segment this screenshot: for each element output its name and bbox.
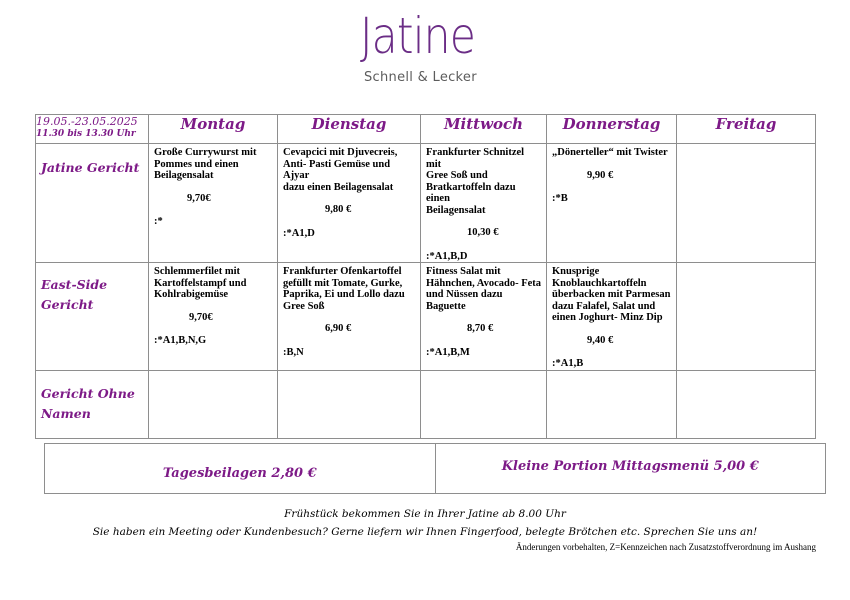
dish-price: 9,80 € (325, 204, 352, 215)
allergen-codes: :* (154, 216, 163, 227)
dish-price: 9,70€ (189, 311, 213, 323)
row-label: Jatine Gericht (41, 160, 140, 175)
allergen-codes: :B,N (283, 346, 304, 358)
menu-cell (278, 263, 421, 371)
menu-cell (421, 144, 547, 263)
day-header-thursday: Donnerstag (547, 115, 677, 144)
day-header-tuesday: Dienstag (278, 115, 421, 144)
menu-cell (149, 263, 278, 371)
logo-wordmark: Jatine (360, 7, 476, 65)
menu-cell-empty (278, 370, 421, 438)
menu-cell (421, 263, 547, 371)
dish-description: Knusprige Knoblauchkartoffeln überbacken mit Parmesan dazu Falafel, Salat und einen Joghurt- Minz Dip (552, 266, 671, 323)
menu-row-jatine-gericht (36, 144, 816, 263)
menu-cell (547, 144, 677, 263)
menu-cell-empty (677, 263, 816, 371)
row-label: East-Side Gericht (41, 277, 108, 312)
dish-price: 9,70€ (187, 192, 211, 204)
lunch-time-range: 11.30 bis 13.30 Uhr (36, 129, 136, 139)
side-dishes-price: Tagesbeilagen 2,80 € (45, 444, 436, 493)
row-label-cell (36, 370, 149, 438)
menu-row-east-side-gericht (36, 263, 816, 371)
menu-cell-empty (547, 370, 677, 438)
row-label-cell (36, 144, 149, 263)
legal-note: Änderungen vorbehalten, Z=Kennzeichen nach Zusatzstoffverordnung im Aushang (515, 542, 816, 552)
day-header-wednesday: Mittwoch (421, 115, 547, 144)
menu-row-gericht-ohne-namen (36, 370, 816, 438)
allergen-codes: :*B (552, 193, 568, 204)
dish-description: Frankfurter Schnitzel mit Gree Soß und Bratkartoffeln dazu einen Beilagensalat (426, 147, 525, 216)
dish-description: Fitness Salat mit Hähnchen, Avocado- Feta und Nüssen dazu Baguette (426, 266, 542, 312)
weekly-menu-table (35, 114, 816, 439)
row-label-cell (36, 263, 149, 371)
catering-note: Sie haben ein Meeting oder Kundenbesuch? Gerne liefern wir Ihnen Fingerfood, belegte Brötchen etc. Sprechen Sie uns an! (92, 526, 758, 538)
dish-description: Frankfurter Ofenkartoffel gefüllt mit Tomate, Gurke, Paprika, Ei und Lollo dazu Gree Soß (283, 266, 405, 312)
jatine-logo (360, 7, 495, 90)
allergen-codes: :*A1,B,M (426, 346, 470, 358)
menu-header-row (36, 115, 816, 144)
menu-cell (149, 144, 278, 263)
allergen-codes: :*A1,B (552, 358, 584, 369)
allergen-codes: :*A1,D (283, 227, 315, 239)
dish-price: 9,40 € (587, 334, 614, 346)
small-portion-price: Kleine Portion Mittagsmenü 5,00 € (501, 459, 759, 474)
dish-description: Schlemmerfilet mit Kartoffelstampf und Kohlrabigemüse (154, 266, 247, 300)
dish-price: 10,30 € (467, 227, 499, 238)
dish-description: „Dönerteller“ mit Twister (552, 147, 668, 158)
dish-description: Große Currywurst mit Pommes und einen Beilagensalat (154, 147, 257, 181)
menu-cell-empty (677, 370, 816, 438)
day-header-monday: Montag (149, 115, 278, 144)
dish-price: 8,70 € (467, 323, 494, 334)
week-date-range: 19.05.-23.05.2025 (36, 115, 138, 128)
logo-tagline: Schnell & Lecker (364, 70, 477, 85)
allergen-codes: :*A1,B,N,G (154, 335, 207, 346)
dish-price: 9,90 € (587, 169, 614, 181)
menu-cell-empty (677, 144, 816, 263)
extras-box (44, 443, 826, 494)
week-info-cell (36, 115, 149, 144)
menu-cell (278, 144, 421, 263)
dish-price: 6,90 € (325, 323, 352, 334)
dish-description: Cevapcici mit Djuvecreis, Anti- Pasti Gemüse und Ajyar dazu einen Beilagensalat (283, 147, 398, 193)
row-label: Gericht Ohne Namen (41, 385, 135, 421)
allergen-codes: :*A1,B,D (426, 250, 468, 262)
breakfast-note: Frühstück bekommen Sie in Ihrer Jatine ab 8.00 Uhr (284, 508, 566, 520)
menu-cell (547, 263, 677, 371)
menu-cell-empty (421, 370, 547, 438)
day-header-friday: Freitag (677, 115, 816, 144)
menu-cell-empty (149, 370, 278, 438)
